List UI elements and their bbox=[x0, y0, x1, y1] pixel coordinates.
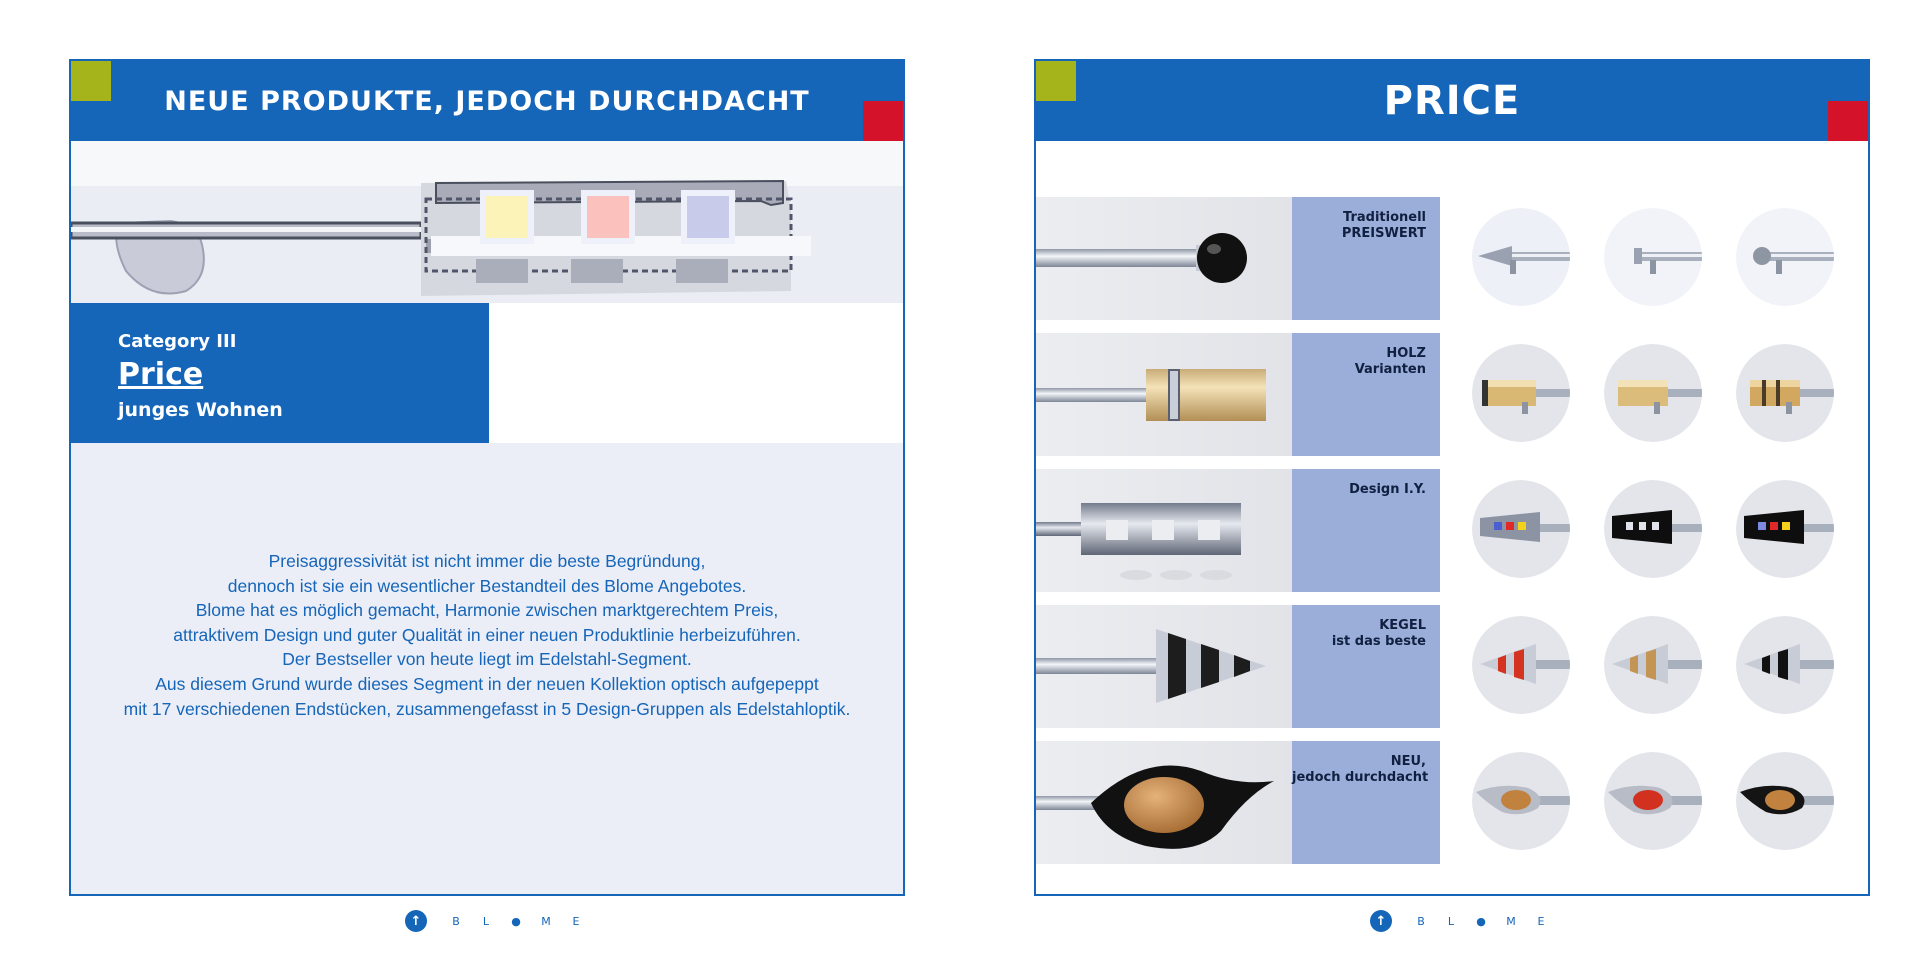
blome-logo-left bbox=[405, 909, 591, 933]
row-label bbox=[1292, 469, 1440, 592]
row-label-line1: NEU, bbox=[1390, 754, 1426, 769]
finial-variant-thumbnail bbox=[1604, 344, 1702, 442]
row-label-line2: Varianten bbox=[1354, 362, 1426, 377]
row-label-line2: ist das beste bbox=[1331, 634, 1426, 649]
curtain-rod-sketch bbox=[71, 141, 903, 303]
row-label bbox=[1292, 333, 1440, 456]
blome-logo-icon: ↑ bbox=[1370, 910, 1392, 932]
row-label bbox=[1292, 741, 1440, 864]
wood-cylinder-finial-image bbox=[1036, 333, 1292, 456]
right-page-header bbox=[1036, 61, 1868, 141]
leaf-cork-finial-image bbox=[1036, 741, 1292, 864]
finial-variant-thumbnail bbox=[1604, 752, 1702, 850]
row-label-line1: HOLZ bbox=[1386, 346, 1426, 361]
description-line: Blome hat es möglich gemacht, Harmonie zwischen marktgerechtem Preis, bbox=[195, 600, 779, 621]
description-line: attraktivem Design und guter Qualität in einer neuen Produktlinie herbeizuführen. bbox=[173, 624, 801, 645]
product-row bbox=[1036, 197, 1440, 320]
logo-letter: M bbox=[541, 914, 551, 928]
right-page-title: PRICE bbox=[1383, 78, 1521, 124]
logo-letter: L bbox=[482, 914, 490, 928]
finial-variant-thumbnail bbox=[1472, 616, 1570, 714]
description-line: Aus diesem Grund wurde dieses Segment in der neuen Kollektion optisch aufgepeppt bbox=[155, 673, 819, 694]
right-page bbox=[1034, 59, 1870, 896]
striped-cone-finial-image bbox=[1036, 605, 1292, 728]
left-page-title: NEUE PRODUKTE, JEDOCH DURCHDACHT bbox=[164, 85, 810, 117]
row-label bbox=[1292, 605, 1440, 728]
finial-variant-thumbnail bbox=[1604, 480, 1702, 578]
logo-letter: M bbox=[1506, 914, 1516, 928]
product-row bbox=[1036, 605, 1440, 728]
category-subtitle: junges Wohnen bbox=[118, 399, 283, 421]
logo-letter: B bbox=[1417, 914, 1425, 928]
description-line: Preisaggressivität ist nicht immer die beste Begründung, bbox=[268, 551, 706, 571]
blome-logo-icon: ↑ bbox=[405, 910, 427, 932]
finial-variant-thumbnail bbox=[1604, 616, 1702, 714]
description-area bbox=[71, 443, 903, 896]
finial-variant-thumbnail bbox=[1736, 344, 1834, 442]
description-line: Der Bestseller von heute liegt im Edelstahl-Segment. bbox=[282, 649, 692, 670]
green-corner-square bbox=[71, 61, 111, 101]
category-label: Category III bbox=[118, 331, 237, 352]
perforated-cylinder-finial-image bbox=[1036, 469, 1292, 592]
product-row bbox=[1036, 333, 1440, 456]
logo-letter-o: ● bbox=[511, 914, 521, 928]
product-row bbox=[1036, 741, 1440, 864]
description-line: dennoch ist sie ein wesentlicher Bestandteil des Blome Angebotes. bbox=[227, 575, 747, 596]
finial-variant-thumbnail bbox=[1736, 616, 1834, 714]
blome-wordmark bbox=[441, 915, 591, 928]
category-title: Price bbox=[118, 357, 204, 392]
logo-letter: E bbox=[572, 914, 580, 928]
finial-variant-thumbnail bbox=[1472, 208, 1570, 306]
row-label-line2: jedoch durchdacht bbox=[1292, 770, 1429, 785]
logo-letter: B bbox=[452, 914, 460, 928]
ball-finial-image bbox=[1036, 197, 1292, 320]
row-label-line1: Traditionell bbox=[1343, 210, 1426, 225]
finial-variant-thumbnail bbox=[1736, 208, 1834, 306]
description-text bbox=[71, 549, 903, 721]
green-corner-square bbox=[1036, 61, 1076, 101]
row-label bbox=[1292, 197, 1440, 320]
red-corner-square bbox=[1828, 101, 1868, 141]
logo-letter: L bbox=[1447, 914, 1455, 928]
blome-logo-right bbox=[1370, 909, 1556, 933]
row-label-line2: PREISWERT bbox=[1341, 226, 1426, 241]
row-label-line1: Design I.Y. bbox=[1349, 482, 1426, 497]
category-block bbox=[71, 303, 489, 443]
finial-variant-thumbnail bbox=[1736, 752, 1834, 850]
row-label-line1: KEGEL bbox=[1379, 618, 1426, 633]
finial-variant-thumbnail bbox=[1472, 344, 1570, 442]
logo-letter: E bbox=[1537, 914, 1545, 928]
finial-variant-thumbnail bbox=[1604, 208, 1702, 306]
blome-wordmark bbox=[1406, 915, 1556, 928]
description-line: mit 17 verschiedenen Endstücken, zusammengefasst in 5 Design-Gruppen als Edelstahloptik. bbox=[123, 698, 851, 719]
left-page bbox=[69, 59, 905, 896]
finial-variant-thumbnail bbox=[1736, 480, 1834, 578]
finial-variant-thumbnail bbox=[1472, 480, 1570, 578]
red-corner-square bbox=[863, 101, 903, 141]
logo-letter-o: ● bbox=[1476, 914, 1486, 928]
finial-variant-thumbnail bbox=[1472, 752, 1570, 850]
product-row bbox=[1036, 469, 1440, 592]
left-page-header bbox=[71, 61, 903, 141]
